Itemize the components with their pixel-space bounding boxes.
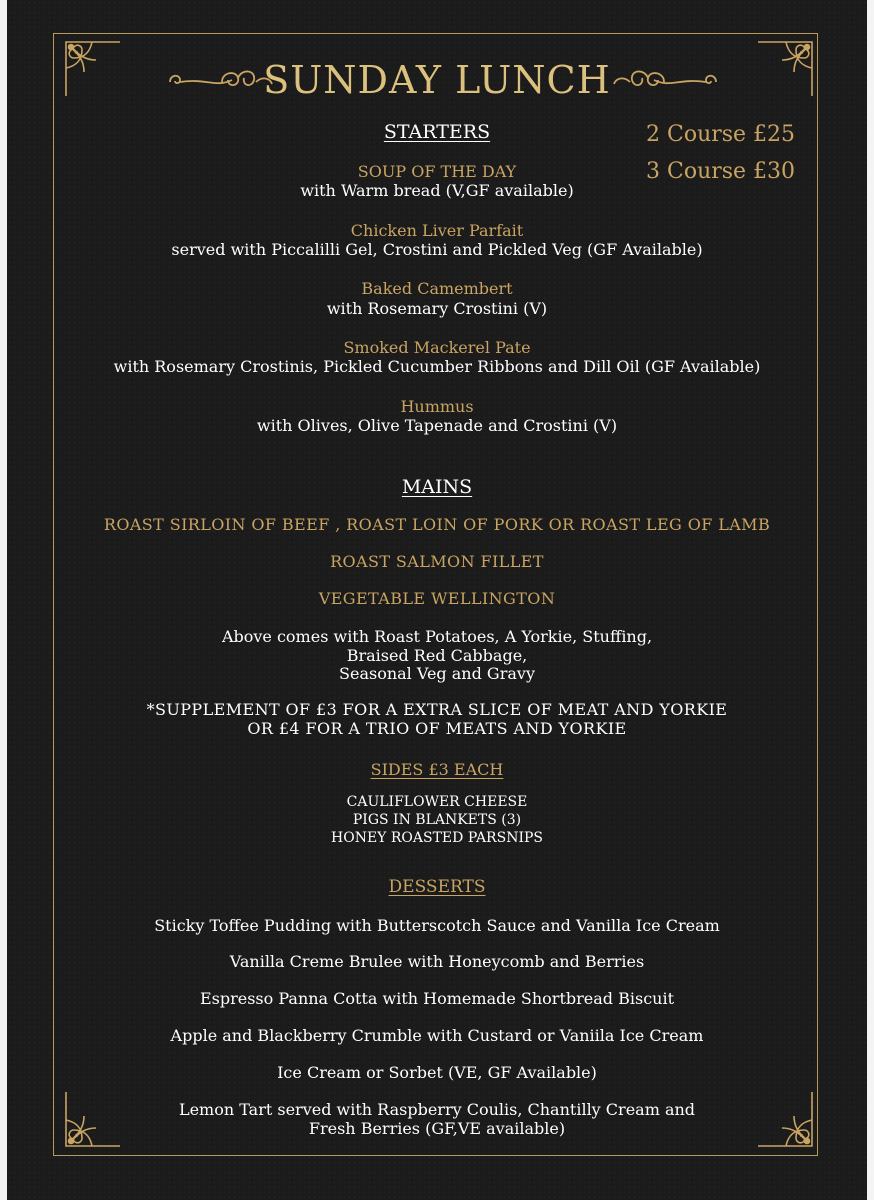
starter-description: served with Piccalilli Gel, Crostini and Pickled Veg (GF Available) xyxy=(171,240,703,259)
scroll-flourish-icon xyxy=(610,64,720,96)
starter-description: with Warm bread (V,GF available) xyxy=(300,181,574,200)
supplement-line: OR £4 FOR A TRIO OF MEATS AND YORKIE xyxy=(247,719,627,738)
mains-accompaniment-line: Braised Red Cabbage, xyxy=(346,646,528,665)
dessert-item: Lemon Tart served with Raspberry Coulis, Chantilly Cream and xyxy=(178,1100,696,1119)
starter-description: with Rosemary Crostinis, Pickled Cucumber Ribbons and Dill Oil (GF Available) xyxy=(113,357,761,376)
dessert-item: Vanilla Creme Brulee with Honeycomb and Berries xyxy=(229,952,645,971)
title-row xyxy=(0,54,874,106)
main-item: ROAST SALMON FILLET xyxy=(330,552,544,571)
menu-title: SUNDAY LUNCH xyxy=(263,58,611,102)
dessert-item: Ice Cream or Sorbet (VE, GF Available) xyxy=(277,1063,597,1082)
main-item: VEGETABLE WELLINGTON xyxy=(318,589,556,608)
starter-name: Baked Camembert xyxy=(361,279,513,298)
side-item: HONEY ROASTED PARSNIPS xyxy=(331,830,543,846)
desserts-heading: DESSERTS xyxy=(388,877,486,897)
starter-description: with Olives, Olive Tapenade and Crostini (V) xyxy=(256,416,618,435)
mains-accompaniment-line: Seasonal Veg and Gravy xyxy=(339,664,535,683)
side-item: CAULIFLOWER CHEESE xyxy=(346,794,528,810)
mains-accompaniment-line: Above comes with Roast Potatoes, A Yorkie, Stuffing, xyxy=(221,627,653,646)
supplement-line: *SUPPLEMENT OF £3 FOR A EXTRA SLICE OF MEAT AND YORKIE xyxy=(146,700,728,719)
dessert-item: Sticky Toffee Pudding with Butterscotch Sauce and Vanilla Ice Cream xyxy=(154,916,720,935)
dessert-item: Fresh Berries (GF,VE available) xyxy=(308,1119,566,1138)
starter-name: SOUP OF THE DAY xyxy=(357,162,517,181)
side-item: PIGS IN BLANKETS (3) xyxy=(352,812,522,828)
dessert-item: Espresso Panna Cotta with Homemade Shortbread Biscuit xyxy=(199,989,675,1008)
starters-heading: STARTERS xyxy=(383,121,491,143)
starter-name: Hummus xyxy=(400,397,474,416)
mains-heading: MAINS xyxy=(401,476,473,498)
starter-description: with Rosemary Crostini (V) xyxy=(326,299,548,318)
price-three-course: 3 Course £30 xyxy=(646,159,796,184)
dessert-item: Apple and Blackberry Crumble with Custard or Vaniila Ice Cream xyxy=(170,1026,704,1045)
starter-name: Chicken Liver Parfait xyxy=(350,221,524,240)
main-item: ROAST SIRLOIN OF BEEF , ROAST LOIN OF PORK OR ROAST LEG OF LAMB xyxy=(103,515,771,534)
sides-heading: SIDES £3 EACH xyxy=(370,760,504,779)
starter-name: Smoked Mackerel Pate xyxy=(343,338,531,357)
price-two-course: 2 Course £25 xyxy=(646,122,796,147)
